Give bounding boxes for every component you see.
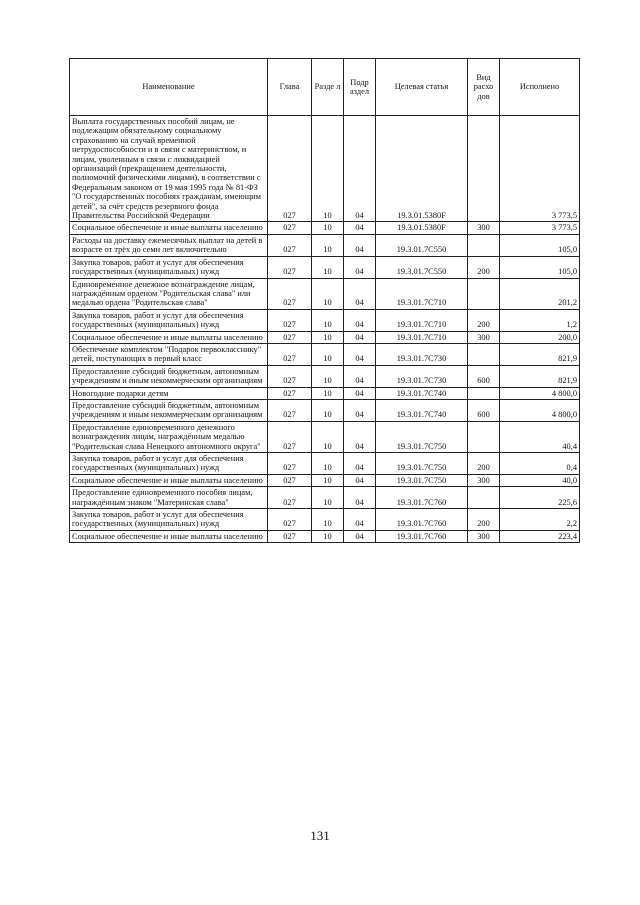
cell-done: 200,0 — [500, 331, 580, 343]
cell-name: Закупка товаров, работ и услуг для обеспечения государственных (муниципальных) нужд — [70, 309, 268, 331]
cell-vid — [468, 421, 500, 452]
cell-glava: 027 — [268, 474, 312, 486]
cell-done: 3 773,5 — [500, 222, 580, 234]
cell-name: Предоставление единовременного денежного вознаграждения лицам, награждённым медалью "Родительская слава Ненецкого автономного округа" — [70, 421, 268, 452]
table-row — [70, 509, 580, 531]
cell-done: 225,6 — [500, 487, 580, 509]
cell-name: Закупка товаров, работ и услуг для обеспечения государственных (муниципальных) нужд — [70, 256, 268, 278]
cell-vid: 200 — [468, 509, 500, 531]
cell-target: 19.3.01.7С740 — [376, 387, 468, 399]
cell-glava: 027 — [268, 487, 312, 509]
cell-glava: 027 — [268, 365, 312, 387]
cell-podrazdel: 04 — [344, 222, 376, 234]
table-header-row — [70, 59, 580, 116]
cell-podrazdel: 04 — [344, 116, 376, 222]
cell-vid: 300 — [468, 222, 500, 234]
cell-target: 19.3.01.7С760 — [376, 487, 468, 509]
cell-podrazdel: 04 — [344, 331, 376, 343]
cell-glava: 027 — [268, 256, 312, 278]
cell-vid — [468, 387, 500, 399]
cell-razdel: 10 — [312, 387, 344, 399]
cell-razdel: 10 — [312, 116, 344, 222]
cell-vid: 200 — [468, 453, 500, 475]
cell-glava: 027 — [268, 116, 312, 222]
table-body — [70, 116, 580, 543]
cell-vid: 300 — [468, 331, 500, 343]
cell-glava: 027 — [268, 421, 312, 452]
cell-vid — [468, 343, 500, 365]
table-row — [70, 309, 580, 331]
cell-podrazdel: 04 — [344, 509, 376, 531]
cell-glava: 027 — [268, 278, 312, 309]
cell-podrazdel: 04 — [344, 487, 376, 509]
cell-name: Предоставление субсидий бюджетным, автономным учреждениям и иным некоммерческим организациям — [70, 365, 268, 387]
cell-done: 105,0 — [500, 256, 580, 278]
cell-target: 19.3.01.7С750 — [376, 453, 468, 475]
cell-name: Расходы на доставку ежемесячных выплат на детей в возрасте от трёх до семи лет включительно — [70, 234, 268, 256]
cell-vid: 200 — [468, 309, 500, 331]
table-row — [70, 343, 580, 365]
cell-target: 19.3.01.7С750 — [376, 474, 468, 486]
cell-target: 19.3.01.7С550 — [376, 256, 468, 278]
cell-razdel: 10 — [312, 487, 344, 509]
cell-glava: 027 — [268, 509, 312, 531]
budget-table — [69, 58, 580, 543]
cell-done: 223,4 — [500, 530, 580, 542]
cell-vid: 600 — [468, 399, 500, 421]
cell-glava: 027 — [268, 343, 312, 365]
cell-razdel: 10 — [312, 256, 344, 278]
page-number: 131 — [310, 828, 330, 843]
cell-target: 19.3.01.7С730 — [376, 343, 468, 365]
cell-done: 40,4 — [500, 421, 580, 452]
cell-done: 4 800,0 — [500, 387, 580, 399]
cell-done: 821,9 — [500, 343, 580, 365]
cell-razdel: 10 — [312, 234, 344, 256]
cell-razdel: 10 — [312, 530, 344, 542]
cell-podrazdel: 04 — [344, 256, 376, 278]
cell-target: 19.3.01.7С760 — [376, 530, 468, 542]
cell-target: 19.3.01.5380F — [376, 222, 468, 234]
cell-razdel: 10 — [312, 222, 344, 234]
cell-vid — [468, 487, 500, 509]
cell-glava: 027 — [268, 309, 312, 331]
cell-target: 19.3.01.7С550 — [376, 234, 468, 256]
cell-name: Новогодние подарки детям — [70, 387, 268, 399]
table-row — [70, 399, 580, 421]
cell-podrazdel: 04 — [344, 421, 376, 452]
cell-name: Выплата государственных пособий лицам, не подлежащим обязательному социальному страхованию на случай временной нетрудоспособности и в связи с материнством, и лицам, уволенным в связи с ликвидацией организаций (прекращением деятельности, полномочий физическими лицами), в соответствии с Федеральным законом от 19 мая 1995 года № 81-ФЗ "О государственных пособиях гражданам, имеющим детей", за счёт средств резервного фонда Правительства Российской Федерации — [70, 116, 268, 222]
table-row — [70, 278, 580, 309]
cell-vid: 300 — [468, 530, 500, 542]
cell-vid — [468, 278, 500, 309]
cell-razdel: 10 — [312, 331, 344, 343]
cell-done: 3 773,5 — [500, 116, 580, 222]
cell-razdel: 10 — [312, 453, 344, 475]
header-done: Исполнено — [500, 59, 580, 116]
cell-done: 821,9 — [500, 365, 580, 387]
cell-podrazdel: 04 — [344, 234, 376, 256]
cell-name: Предоставление единовременного пособия лицам, награждённым знаком "Материнская слава" — [70, 487, 268, 509]
cell-razdel: 10 — [312, 278, 344, 309]
table-row — [70, 421, 580, 452]
cell-name: Социальное обеспечение и иные выплаты населению — [70, 222, 268, 234]
table-row — [70, 222, 580, 234]
cell-vid: 300 — [468, 474, 500, 486]
cell-target: 19.3.01.7С740 — [376, 399, 468, 421]
header-podrazdel: Подр аздел — [344, 59, 376, 116]
table-row — [70, 487, 580, 509]
cell-done: 0,4 — [500, 453, 580, 475]
cell-podrazdel: 04 — [344, 278, 376, 309]
cell-glava: 027 — [268, 399, 312, 421]
cell-vid: 600 — [468, 365, 500, 387]
table-row — [70, 387, 580, 399]
cell-podrazdel: 04 — [344, 365, 376, 387]
cell-target: 19.3.01.7С710 — [376, 309, 468, 331]
cell-razdel: 10 — [312, 365, 344, 387]
cell-name: Закупка товаров, работ и услуг для обеспечения государственных (муниципальных) нужд — [70, 509, 268, 531]
cell-done: 105,0 — [500, 234, 580, 256]
cell-podrazdel: 04 — [344, 530, 376, 542]
cell-done: 1,2 — [500, 309, 580, 331]
table-row — [70, 474, 580, 486]
table-row — [70, 530, 580, 542]
cell-target: 19.3.01.5380F — [376, 116, 468, 222]
cell-name: Закупка товаров, работ и услуг для обеспечения государственных (муниципальных) нужд — [70, 453, 268, 475]
table-row — [70, 256, 580, 278]
cell-razdel: 10 — [312, 309, 344, 331]
header-glava: Глава — [268, 59, 312, 116]
cell-podrazdel: 04 — [344, 453, 376, 475]
cell-name: Предоставление субсидий бюджетным, автономным учреждениям и иным некоммерческим организациям — [70, 399, 268, 421]
cell-razdel: 10 — [312, 421, 344, 452]
table-row — [70, 234, 580, 256]
cell-podrazdel: 04 — [344, 387, 376, 399]
table-row — [70, 331, 580, 343]
cell-razdel: 10 — [312, 343, 344, 365]
cell-podrazdel: 04 — [344, 474, 376, 486]
cell-podrazdel: 04 — [344, 309, 376, 331]
cell-target: 19.3.01.7С730 — [376, 365, 468, 387]
cell-vid — [468, 234, 500, 256]
cell-name: Социальное обеспечение и иные выплаты населению — [70, 331, 268, 343]
header-name: Наименование — [70, 59, 268, 116]
header-target: Целевая статья — [376, 59, 468, 116]
cell-name: Социальное обеспечение и иные выплаты населению — [70, 530, 268, 542]
cell-target: 19.3.01.7С760 — [376, 509, 468, 531]
cell-vid — [468, 116, 500, 222]
cell-razdel: 10 — [312, 474, 344, 486]
cell-name: Единовременное денежное вознаграждение лицам, награждённым орденом "Родительская слава" или медалью ордена "Родительская слава" — [70, 278, 268, 309]
cell-name: Социальное обеспечение и иные выплаты населению — [70, 474, 268, 486]
cell-razdel: 10 — [312, 399, 344, 421]
cell-glava: 027 — [268, 234, 312, 256]
cell-glava: 027 — [268, 387, 312, 399]
cell-target: 19.3.01.7С710 — [376, 331, 468, 343]
cell-target: 19.3.01.7С710 — [376, 278, 468, 309]
cell-glava: 027 — [268, 331, 312, 343]
cell-podrazdel: 04 — [344, 343, 376, 365]
cell-done: 40,0 — [500, 474, 580, 486]
table-row — [70, 453, 580, 475]
cell-done: 201,2 — [500, 278, 580, 309]
cell-target: 19.3.01.7С750 — [376, 421, 468, 452]
cell-glava: 027 — [268, 222, 312, 234]
cell-done: 4 800,0 — [500, 399, 580, 421]
header-razdel: Разде л — [312, 59, 344, 116]
cell-name: Обеспечение комплектом "Подарок первокласснику" детей, поступающих в первый класс — [70, 343, 268, 365]
table-row — [70, 365, 580, 387]
cell-podrazdel: 04 — [344, 399, 376, 421]
cell-glava: 027 — [268, 453, 312, 475]
table-row — [70, 116, 580, 222]
cell-done: 2,2 — [500, 509, 580, 531]
cell-vid: 200 — [468, 256, 500, 278]
cell-razdel: 10 — [312, 509, 344, 531]
header-vid: Вид расхо дов — [468, 59, 500, 116]
cell-glava: 027 — [268, 530, 312, 542]
